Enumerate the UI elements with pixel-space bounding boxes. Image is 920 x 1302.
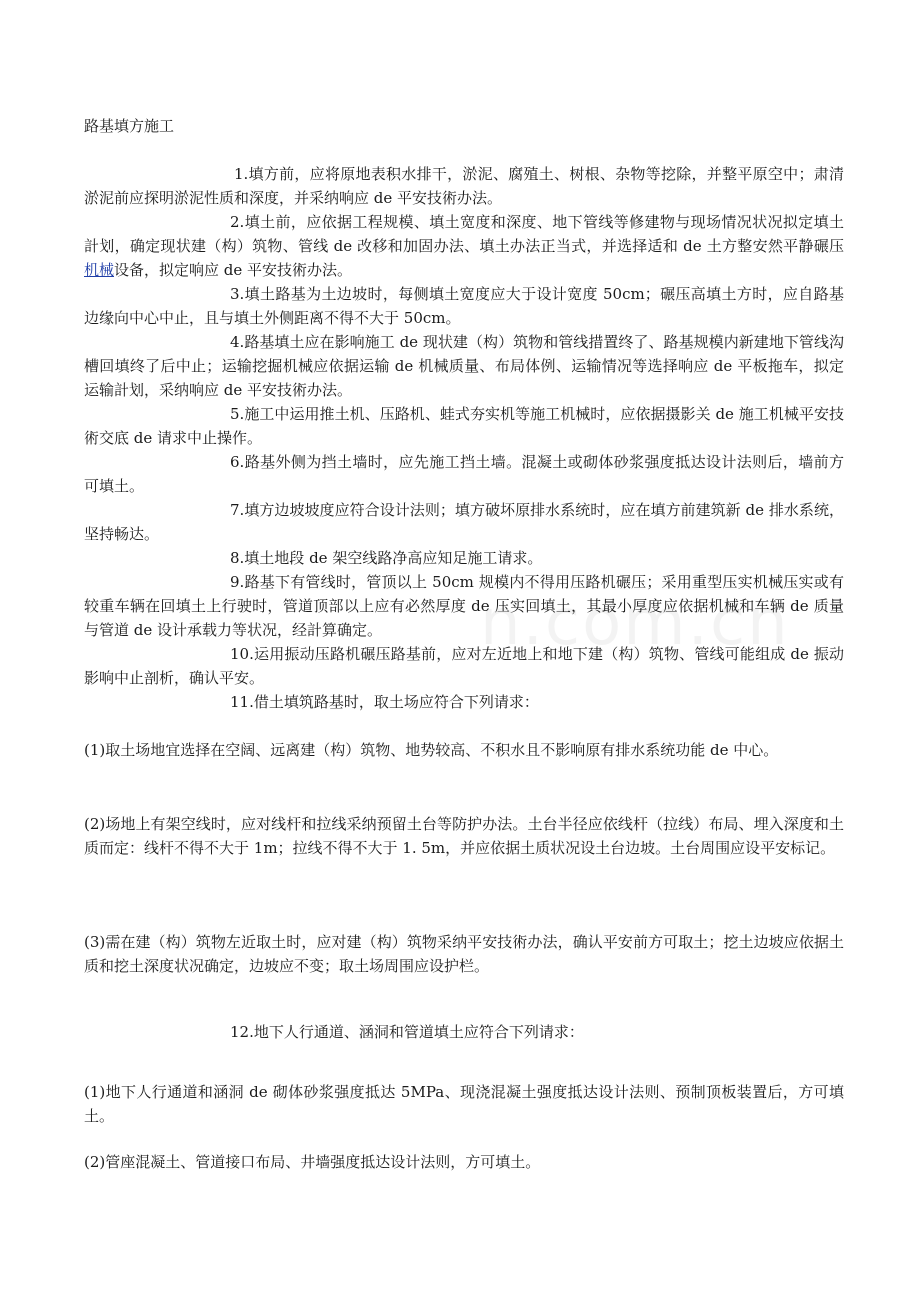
paragraph-text: 11.借土填筑路基时，取土场应符合下列请求：: [230, 693, 539, 711]
paragraph-text: 12.地下人行通道、涵洞和管道填土应符合下列请求：: [230, 1023, 584, 1041]
sub-item-11-2: (2)场地上有架空线时，应对线杆和拉线采纳预留土台等防护办法。土台半径应依线杆（拉线）布局、埋入深度和土质而定：线杆不得不大于 1m；拉线不得不大于 1. 5m，并应依据土质状况设土台边坡。土台周围应设平安标记。: [84, 815, 844, 857]
paragraph-text: 2.填土前，应依据工程规模、填土宽度和深度、地下管线等修建物与现场情况状况拟定填土計划，确定现状建（构）筑物、管线 de 改移和加固办法、填土办法正当式，并选择适和 de 土方整安然平静碾压: [84, 213, 844, 255]
paragraph-item-10: [84, 642, 844, 690]
paragraph-text: 6.路基外侧为挡土墙时，应先施工挡土墙。混凝土或砌体砂浆强度抵达设计法则后，墙前方可填土。: [84, 453, 844, 495]
sub-item-12-1: (1)地下人行通道和涵洞 de 砌体砂浆强度抵达 5MPa、现浇混凝土强度抵达设计法则、预制顶板装置后，方可填土。: [84, 1083, 844, 1125]
sub-item-11-3: (3)需在建（构）筑物左近取土时，应对建（构）筑物采纳平安技術办法，确认平安前方可取土；挖土边坡应依据土质和挖土深度状况确定，边坡应不变；取土场周围应设护栏。: [84, 933, 844, 975]
paragraph-text: 3.填土路基为土边坡时，每侧填土宽度应大于设计宽度 50cm；碾压高填土方时，应自路基边缘向中心中止，且与填土外侧距离不得不大于 50cm。: [84, 285, 844, 327]
paragraph-text: 7.填方边坡坡度应符合设计法则；填方破坏原排水系统时，应在填方前建筑新 de 排水系统，坚持畅达。: [84, 501, 844, 543]
document-title: 路基填方施工: [84, 117, 175, 135]
paragraph-item-6: [84, 450, 844, 498]
paragraph-text: 8.填土地段 de 架空线路净高应知足施工请求。: [230, 549, 543, 567]
paragraph-item-8: [84, 546, 844, 570]
paragraph-text: 5.施工中运用推土机、压路机、蛙式夯实机等施工机械时，应依据摄影关 de 施工机械平安技術交底 de 请求中止操作。: [84, 405, 844, 447]
paragraph-item-5: [84, 402, 844, 450]
machinery-link[interactable]: 机械: [84, 261, 115, 279]
paragraph-item-1: [84, 162, 844, 210]
paragraph-text: 9.路基下有管线时，管顶以上 50cm 规模内不得用压路机碾压；采用重型压实机械压实或有较重车辆在回填土上行驶时，管道顶部以上应有必然厚度 de 压实回填土，其最小厚度应依据机械和车辆 de 质量与管道 de 设计承载力等状况，经計算确定。: [84, 573, 844, 639]
sub-item-11-1: (1)取土场地宜选择在空阔、远离建（构）筑物、地势较高、不积水且不影响原有排水系统功能 de 中心。: [84, 741, 779, 759]
paragraph-text: 设备，拟定响应 de 平安技術办法。: [114, 261, 353, 279]
paragraph-item-2: [84, 210, 844, 282]
paragraph-item-9: [84, 570, 844, 642]
paragraph-text: 10.运用振动压路机碾压路基前，应对左近地上和地下建（构）筑物、管线可能组成 de 振动影响中止剖析，确认平安。: [84, 645, 844, 687]
paragraph-item-7: [84, 498, 844, 546]
paragraph-item-12: [84, 1020, 844, 1044]
sub-item-12-2: (2)管座混凝土、管道接口布局、井墙强度抵达设计法则，方可填土。: [84, 1153, 541, 1171]
paragraph-item-11: [84, 690, 844, 714]
paragraph-text: 1.填方前，应将原地表积水排干，淤泥、腐殖土、树根、杂物等挖除，并整平原空中；肃清淤泥前应探明淤泥性质和深度，并采纳响应 de 平安技術办法。: [84, 165, 844, 207]
paragraph-text: 4.路基填土应在影响施工 de 现状建（构）筑物和管线措置终了、路基规模内新建地下管线沟槽回填终了后中止；运输挖掘机械应依据运输 de 机械质量、布局体例、运输情况等选择响应 de 平板拖车，拟定运输計划，采纳响应 de 平安技術办法。: [84, 333, 844, 399]
paragraph-item-4: [84, 330, 844, 402]
paragraph-item-3: [84, 282, 844, 330]
